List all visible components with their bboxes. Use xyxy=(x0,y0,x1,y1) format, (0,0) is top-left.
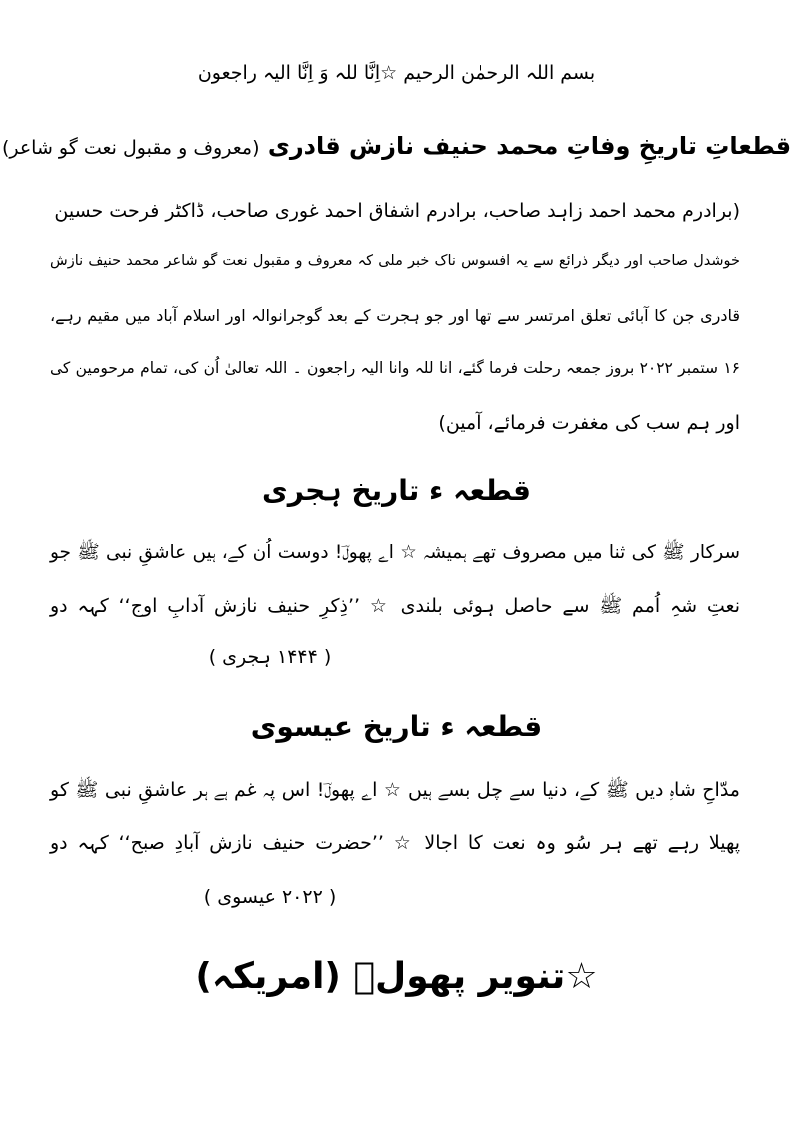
hijri-year: ( ۱۴۴۴ ہجری ) xyxy=(208,646,332,668)
intro-line: (برادرم محمد احمد زاہد صاحب، برادرم اشفاق احمد غوری صاحب، ڈاکٹر فرحت حسین xyxy=(54,200,740,222)
isvi-verse-line: پھیلا رہے تھے ہر سُو وہ نعت کا اجالا ☆ ’’حضرت حنیف نازش آبادِ صبح‘‘ کہہ دو xyxy=(50,832,740,854)
title-main: قطعاتِ تاریخِ وفاتِ محمد حنیف نازش قادری xyxy=(267,132,792,160)
isvi-verse-line: مدّاحِ شاہِ دیں ﷺ کے، دنیا سے چل بسے ہیں ☆ اے پھولؔ! اس پہ غم ہے ہر عاشقِ نبی ﷺ کو xyxy=(50,779,740,801)
isvi-heading: قطعہ ء تاریخ عیسوی xyxy=(250,710,543,743)
hijri-verse-line: نعتِ شہِ اُمم ﷺ سے حاصل ہوئی بلندی ☆ ’’ذِکرِ حنیف نازش آدابِ اوج‘‘ کہہ دو xyxy=(50,595,740,617)
bismillah-line: بسم اللہ الرحمٰن الرحیم ☆اِنَّا للہ وَ اِنَّا الیہ راجعون xyxy=(197,62,596,84)
intro-line: ۱۶ ستمبر ۲۰۲۲ بروز جمعہ رحلت فرما گئے، انا للہ وانا الیہ راجعون ۔ اللہ تعالیٰ اُن کی، تمام مرحومین کی xyxy=(50,359,740,377)
intro-line: اور ہم سب کی مغفرت فرمائے، آمین) xyxy=(438,412,740,434)
document-title xyxy=(0,132,793,160)
signature: ☆تنویر پھولؔ (امریکہ) xyxy=(195,956,598,997)
intro-line: خوشدل صاحب اور دیگر ذرائع سے یہ افسوس ناک خبر ملی کہ معروف و مقبول نعت گو شاعر محمد حنیف نازش xyxy=(50,253,740,269)
isvi-year: ( ۲۰۲۲ عیسوی ) xyxy=(203,886,337,908)
hijri-heading: قطعہ ء تاریخ ہجری xyxy=(262,474,531,507)
hijri-verse-line: سرکار ﷺ کی ثنا میں مصروف تھے ہمیشہ ☆ اے پھولؔ! دوست اُن کے، ہیں عاشقِ نبی ﷺ جو xyxy=(50,542,740,563)
title-tagline: (معروف و مقبول نعت گو شاعر) xyxy=(1,137,260,159)
intro-line: قادری جن کا آبائی تعلق امرتسر سے تھا اور جو ہجرت کے بعد گوجرانوالہ اور اسلام آباد میں مقیم رہے، xyxy=(50,306,740,325)
